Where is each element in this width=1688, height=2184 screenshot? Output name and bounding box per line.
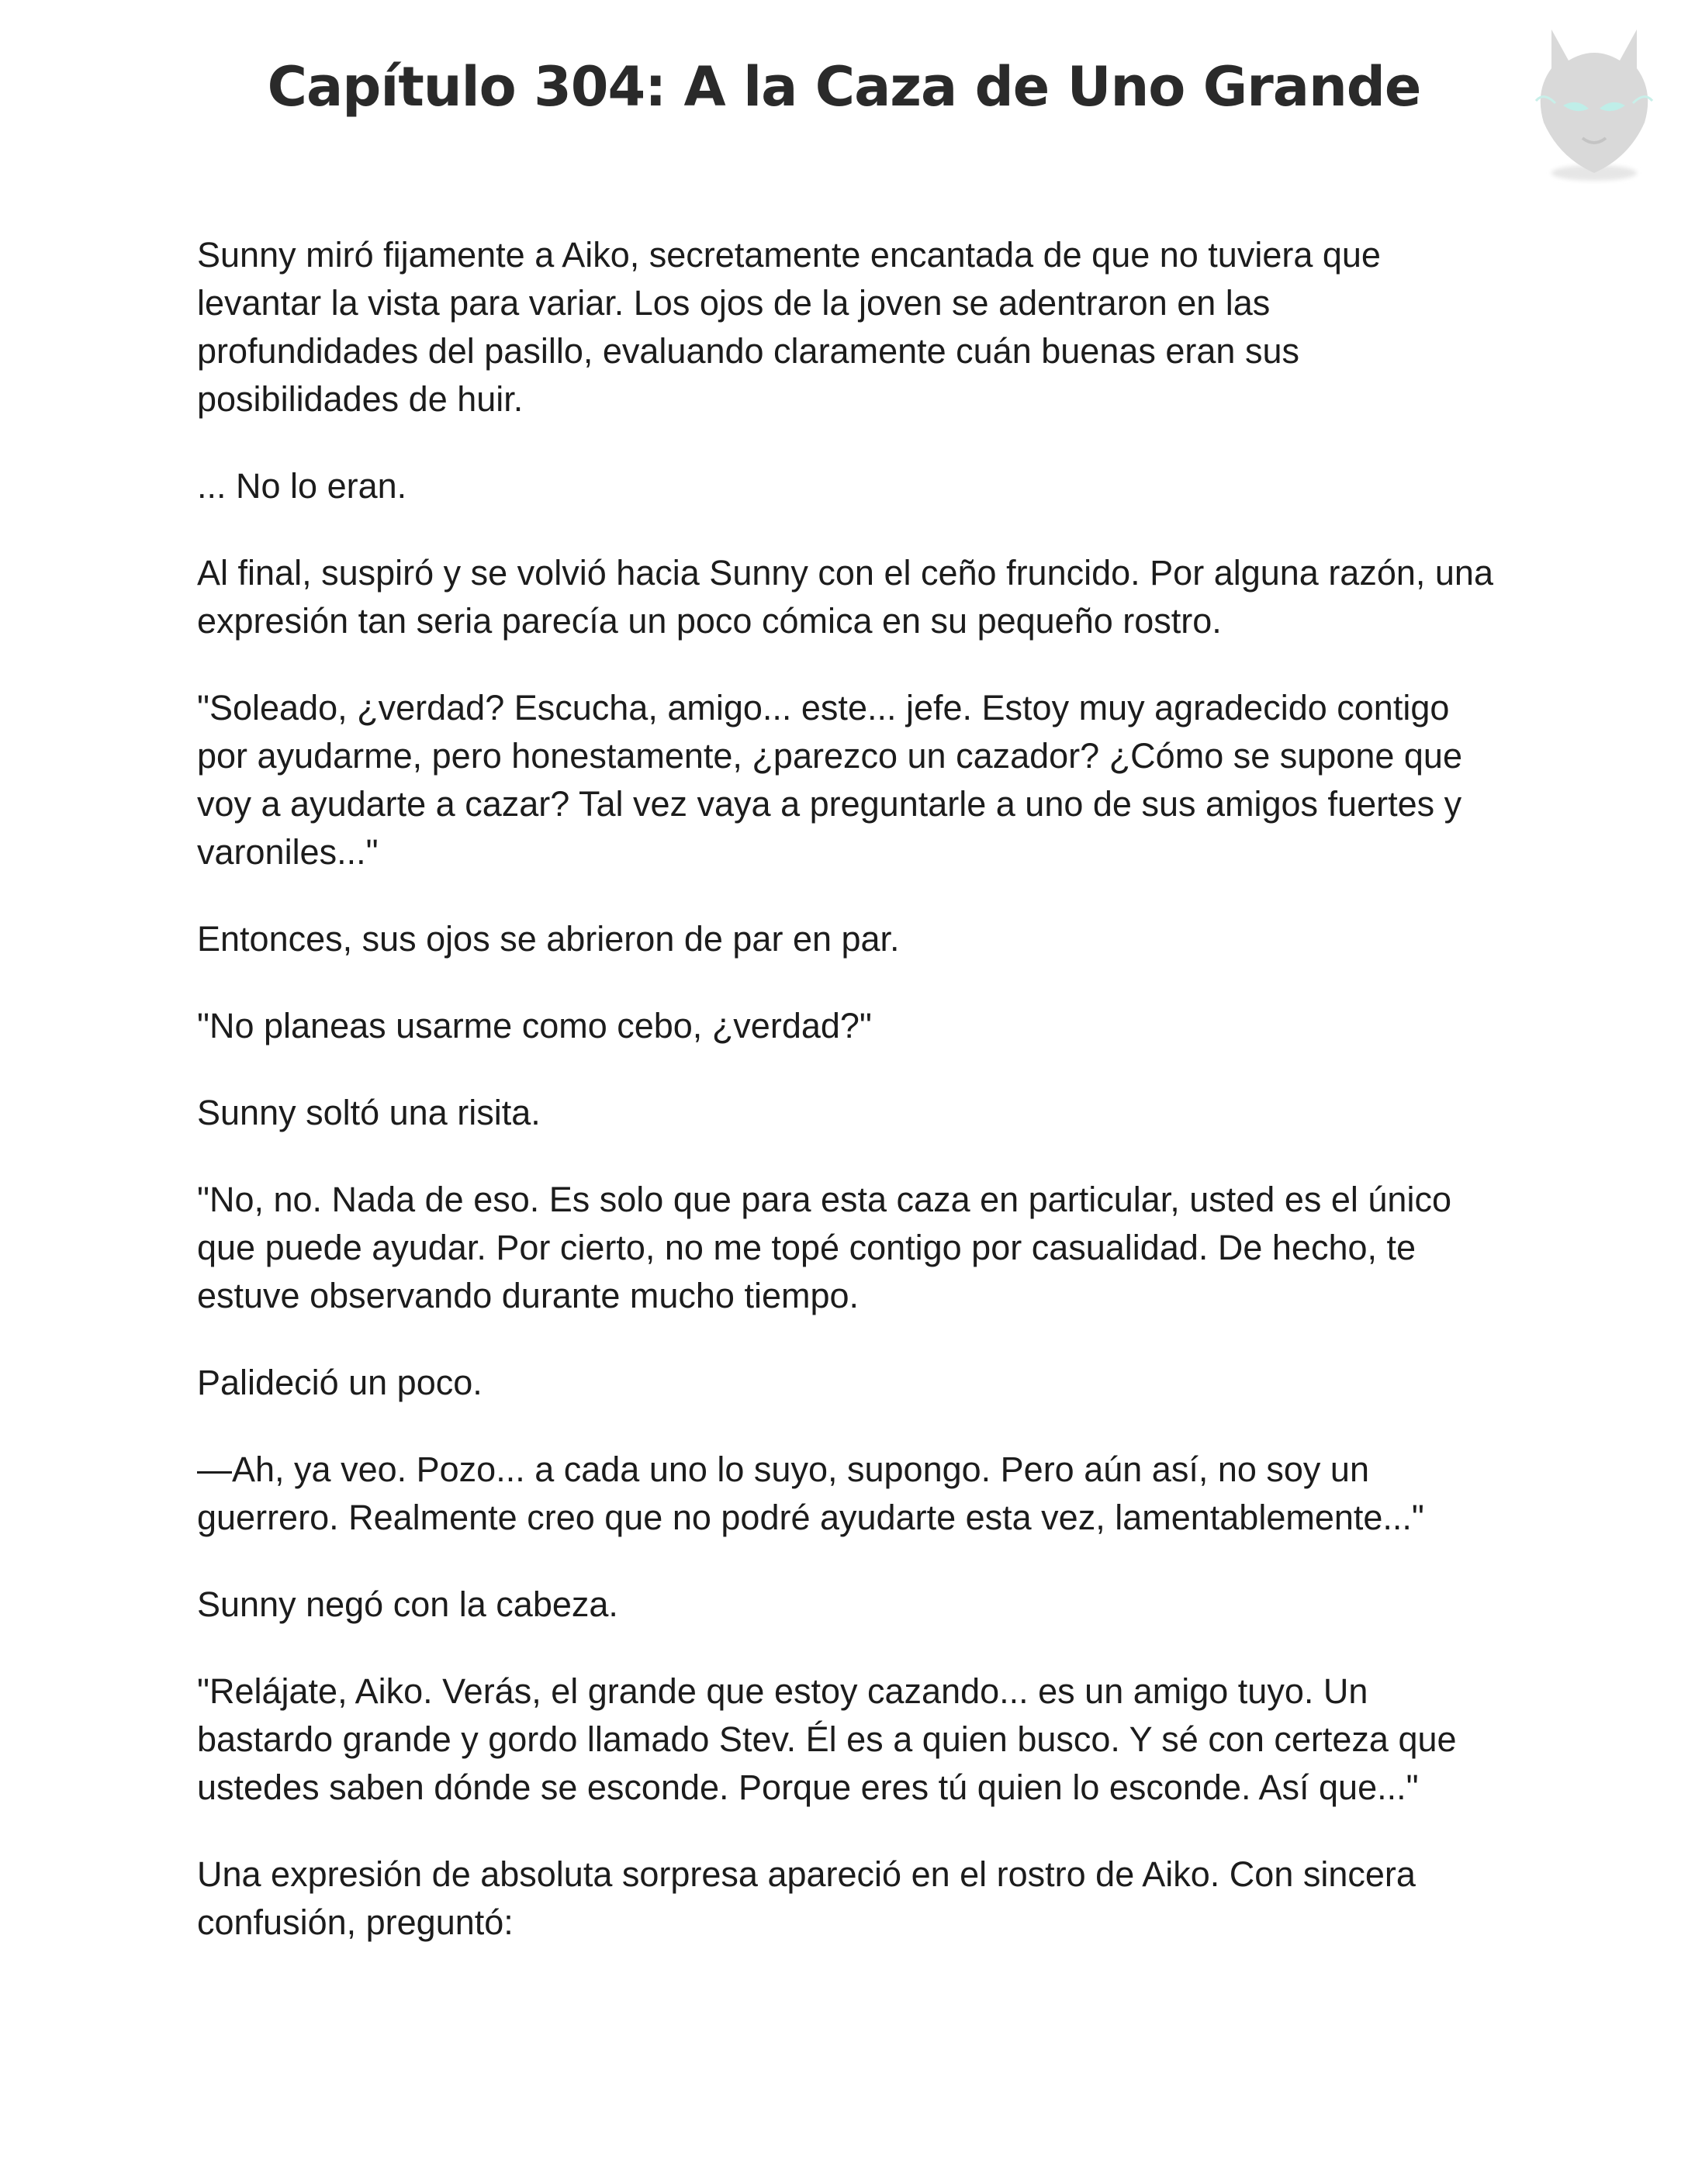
paragraph: —Ah, ya veo. Pozo... a cada uno lo suyo, supongo. Pero aún así, no soy un guerrero. Realmente creo que no podré ayudarte esta vez, lamentablemente..." (197, 1450, 1424, 1537)
paragraph: "No, no. Nada de eso. Es solo que para esta caza en particular, usted es el único que puede ayudar. Por cierto, no me topé contigo por casualidad. De hecho, te estuve observando durante mucho tiempo. (197, 1180, 1451, 1315)
horned-demon-head-logo (1520, 14, 1668, 192)
paragraph: "No planeas usarme como cebo, ¿verdad?" (197, 1006, 872, 1045)
paragraph: Al final, suspiró y se volvió hacia Sunny con el ceño fruncido. Por alguna razón, una expresión tan seria parecía un poco cómica en su pequeño rostro. (197, 553, 1493, 641)
paragraph: "Relájate, Aiko. Verás, el grande que estoy cazando... es un amigo tuyo. Un bastardo grande y gordo llamado Stev. Él es a quien busco. Y sé con certeza que ustedes saben dónde se esconde. Porque eres tú quien lo esconde. Así que..." (197, 1671, 1457, 1807)
paragraph: ... No lo eran. (197, 466, 407, 506)
paragraph: Entonces, sus ojos se abrieron de par en par. (197, 919, 900, 959)
paragraph: Sunny negó con la cabeza. (197, 1584, 618, 1624)
paragraph: Una expresión de absoluta sorpresa apareció en el rostro de Aiko. Con sincera confusión, preguntó: (197, 1854, 1416, 1942)
paragraph: "Soleado, ¿verdad? Escucha, amigo... este... jefe. Estoy muy agradecido contigo por ayudarme, pero honestamente, ¿parezco un cazador? ¿Cómo se supone que voy a ayudarte a cazar? Tal vez vaya a preguntarle a uno de sus amigos fuertes y varoniles..." (197, 688, 1462, 872)
paragraph: Palideció un poco. (197, 1363, 483, 1402)
chapter-title: Capítulo 304: A la Caza de Uno Grande (267, 55, 1421, 119)
paragraph: Sunny soltó una risita. (197, 1093, 541, 1132)
chapter-body (197, 231, 1500, 1985)
paragraph: Sunny miró fijamente a Aiko, secretamente encantada de que no tuviera que levantar la vista para variar. Los ojos de la joven se adentraron en las profundidades del pasillo, evaluando claramente cuán buenas eran sus posibilidades de huir. (197, 235, 1381, 419)
